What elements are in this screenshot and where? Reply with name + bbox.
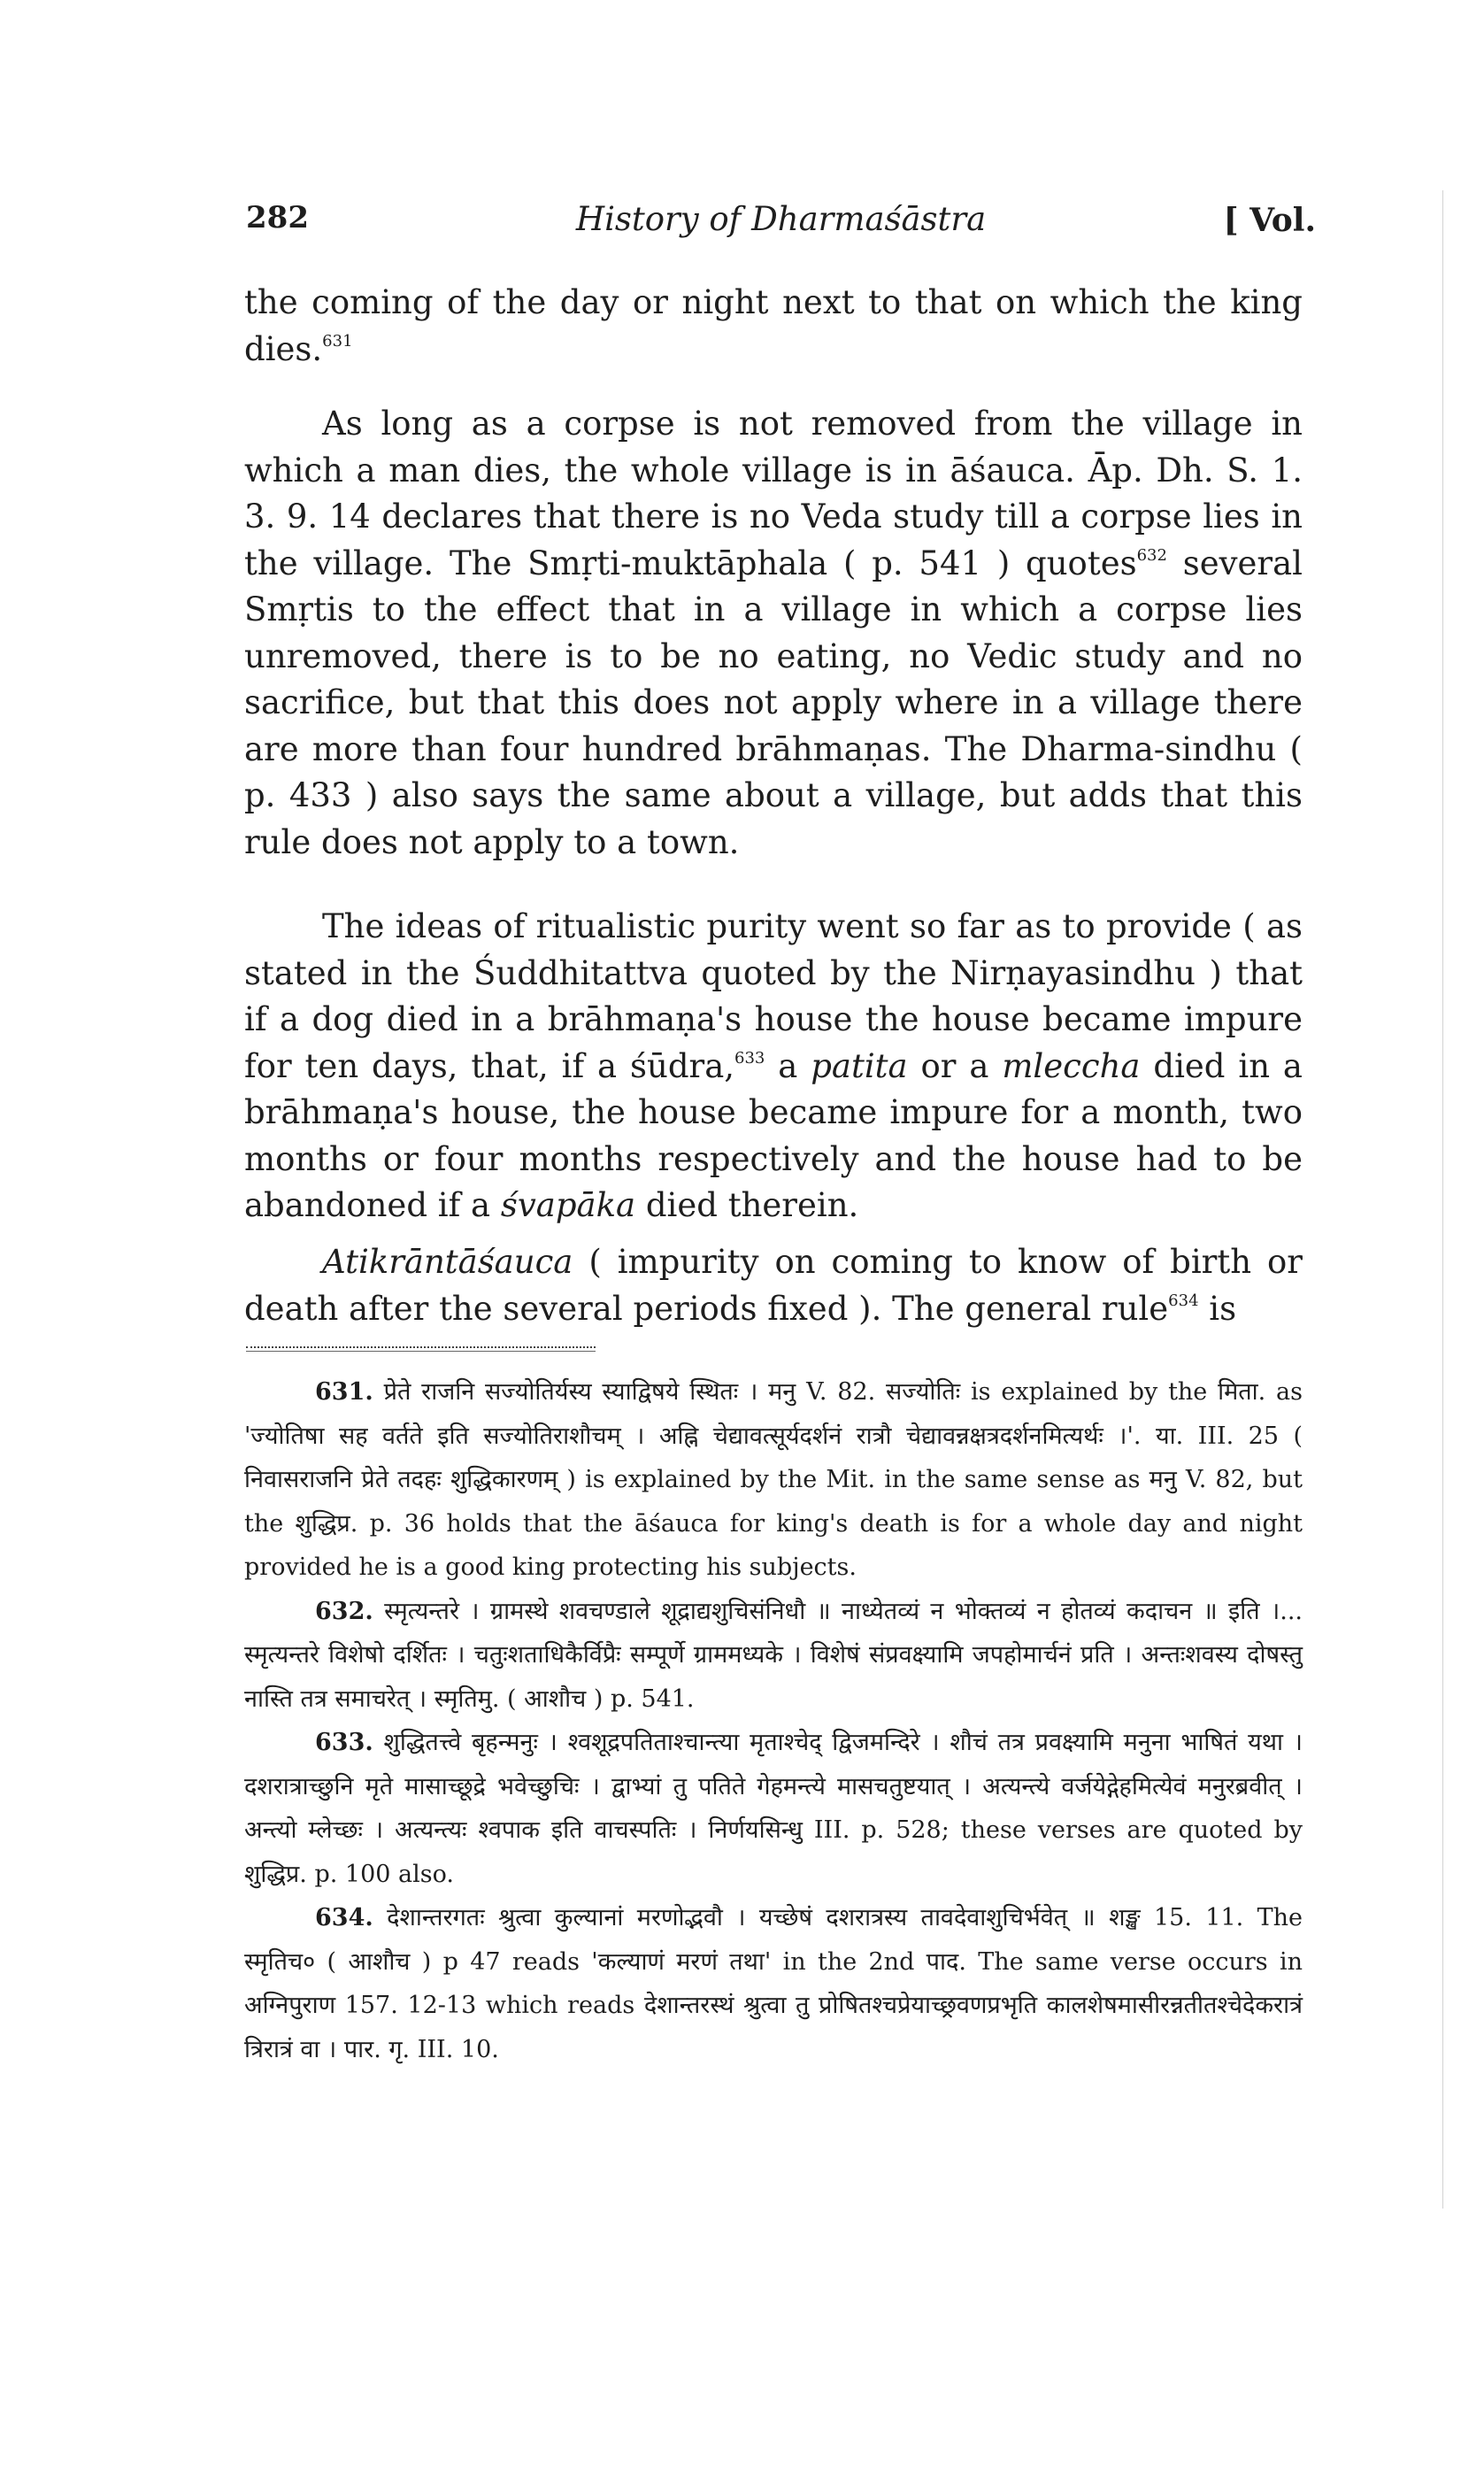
paragraph-atikrantasauca (244, 1239, 1303, 1332)
paragraph-text: As long as a corpse is not removed from the village in which a man dies, the whole village is in āśauca. Āp. Dh. S. 1. 3. 9. 14 declares that there is no Veda study till a corpse lies in the village. The Smṛti-muktāphala ( p. 541 ) quotes (244, 405, 1303, 582)
footnote-separator-line (246, 1351, 596, 1352)
footnote-text: देशान्तरगतः श्रुत्वा कुल्यानां मरणोद्भवौ । यच्छेषं दशरात्रस्य तावदेवाशुचिर्भवेत् ॥ शङ्ख 15. 11. The स्मृतिच० ( आशौच ) p 47 reads 'कल्याणं मरणं तथा' in the 2nd पाद. The same verse occurs in अग्निपुराण 157. 12-13 which reads देशान्तरस्थं श्रुत्वा तु प्रोषितश्चप्रेयाच्छ्रवणप्रभृति कालशेषमासीरन्नतीतश्चेदेकरात्रं त्रिरात्रं वा । पार. गृ. III. 10. (244, 1904, 1303, 2063)
footnote-633 (244, 1721, 1303, 1896)
italic-term: mleccha (1002, 1046, 1141, 1085)
footnote-number: 631. (315, 1378, 373, 1406)
footnote-ref: 631 (322, 331, 353, 351)
footnote-number: 634. (315, 1904, 373, 1931)
paragraph-village-corpse (244, 401, 1303, 866)
paragraph-text: the coming of the day or night next to that on which the king dies. (244, 283, 1303, 368)
paragraph-text: died therein. (635, 1186, 859, 1224)
footnote-text: स्मृत्यन्तरे । ग्रामस्थे शवचण्डाले शूद्राद्यशुचिसंनिधौ ॥ नाध्येतव्यं न भोक्तव्यं न होतव्यं कदाचन ॥ इति ।... स्मृत्यन्तरे विशेषो दर्शितः । चतुःशताधिकैर्विप्रैः सम्पूर्णे ग्राममध्यके । विशेषं संप्रवक्ष्यामि जपहोमार्चनं प्रति । अन्तःशवस्य दोषस्तु नास्ति तत्र समाचरेत् । स्मृतिमु. ( आशौच ) p. 541. (244, 1597, 1303, 1713)
paragraph-text: is (1198, 1289, 1237, 1328)
paragraph-text: several Smṛtis to the effect that in a village in which a corpse lies unremoved, there is to be no eating, no Vedic study and no sacrifice, but that this does not apply where in a village there are more than four hundred brāhmaṇas. The Dharma-sindhu ( p. 433 ) also says the same about a village, but adds that this rule does not apply to a town. (244, 544, 1303, 861)
italic-term: patita (811, 1046, 908, 1085)
footnote-separator (246, 1346, 596, 1348)
running-head (246, 200, 1316, 244)
page-number: 282 (246, 200, 309, 235)
paragraph-text: or a (907, 1046, 1003, 1085)
footnote-text: प्रेते राजनि सज्योतिर्यस्य स्याद्विषये स्थितः । मनु V. 82. सज्योतिः is explained by the मिता. as 'ज्योतिषा सह वर्तते इति सज्योतिराशौचम् । अह्नि चेद्यावत्सूर्यदर्शनं रात्रौ चेद्यावन्नक्षत्रदर्शनमित्यर्थः ।'. या. III. 25 ( निवासराजनि प्रेते तदहः शुद्धिकारणम् ) is explained by the Mit. in the same sense as मनु V. 82, but the शुद्धिप्र. p. 36 holds that the āśauca for king's death is for a whole day and night provided he is a good king protecting his subjects. (244, 1378, 1303, 1581)
footnote-631 (244, 1370, 1303, 1590)
italic-term: Atikrāntāśauca (322, 1243, 573, 1281)
footnote-number: 632. (315, 1597, 373, 1625)
footnote-ref: 633 (734, 1048, 765, 1068)
paragraph-text: a (765, 1046, 811, 1085)
footnote-text: शुद्धितत्त्वे बृहन्मनुः । श्वशूद्रपतिताश्चान्त्या मृताश्चेद् द्विजमन्दिरे । शौचं तत्र प्रवक्ष्यामि मनुना भाषितं यथा । दशरात्राच्छुनि मृते मासाच्छूद्रे भवेच्छुचिः । द्वाभ्यां तु पतिते गेहमन्त्ये मासचतुष्टयात् । अत्यन्त्ये वर्जयेद्गेहमित्येवं मनुरब्रवीत् । अन्त्यो म्लेच्छः । अत्यन्त्यः श्वपाक इति वाचस्पतिः । निर्णयसिन्धु III. p. 528; these verses are quoted by शुद्धिप्र. p. 100 also. (244, 1729, 1303, 1888)
footnote-634 (244, 1896, 1303, 2071)
paragraph-text: ( impurity on coming to know of birth or death after the several periods fixed ). The general rule (244, 1243, 1303, 1328)
volume-label: [ Vol. (1223, 202, 1316, 239)
footnote-ref: 634 (1168, 1291, 1199, 1310)
footnote-number: 633. (315, 1729, 373, 1756)
footnotes (244, 1370, 1303, 2071)
footnote-ref: 632 (1136, 545, 1167, 565)
italic-term: śvapāka (500, 1186, 636, 1224)
footnote-632 (244, 1590, 1303, 1722)
running-title: History of Dharmaśāstra (575, 200, 987, 238)
paragraph-continuation (244, 280, 1303, 373)
margin-scan-line (1442, 190, 1443, 2209)
paragraph-ritual-purity (244, 904, 1303, 1230)
paragraph-text: The ideas of ritualistic purity went so far as to provide ( as stated in the Śuddhitattva quoted by the Nirṇayasindhu ) that if a dog died in a brāhmaṇa's house the house became impure for ten days, that, if a śūdra, (244, 907, 1303, 1085)
paragraph-text: died in a brāhmaṇa's house, the house became impure for a month, two months or four months respectively and the house had to be abandoned if a (244, 1046, 1303, 1224)
